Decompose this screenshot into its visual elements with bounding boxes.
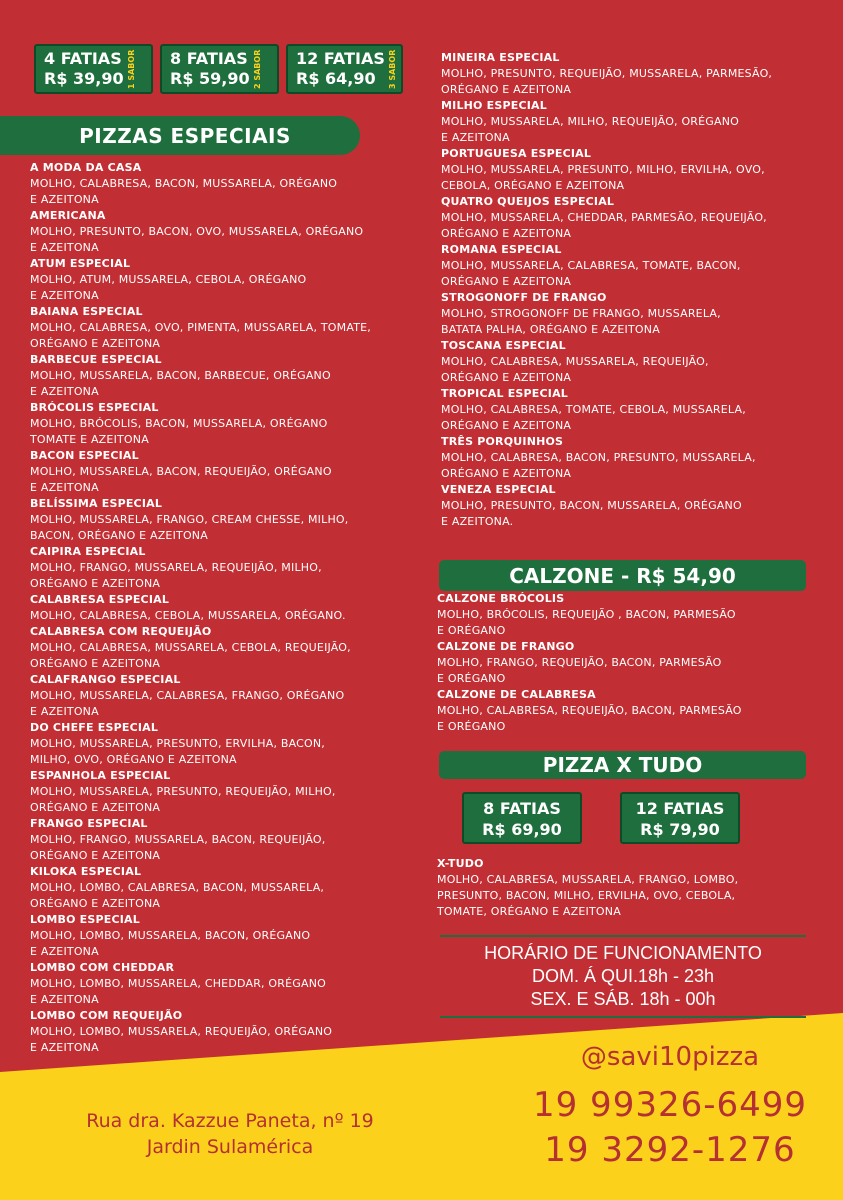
item-name: STROGONOFF DE FRANGO xyxy=(441,291,607,304)
item-desc: ORÉGANO E AZEITONA xyxy=(30,657,161,670)
hours-top-divider xyxy=(440,935,806,937)
menu-item xyxy=(30,816,430,864)
hours-bottom-divider xyxy=(440,1016,806,1018)
item-desc: TOMATE, ORÉGANO E AZEITONA xyxy=(437,905,621,918)
item-name: CALABRESA COM REQUEIJÃO xyxy=(30,625,212,638)
address xyxy=(40,1108,420,1160)
item-desc: BATATA PALHA, ORÉGANO E AZEITONA xyxy=(441,323,660,336)
menu-item xyxy=(441,242,831,290)
item-desc: ORÉGANO E AZEITONA xyxy=(441,467,572,480)
menu-item xyxy=(437,591,827,639)
menu-item xyxy=(30,592,430,624)
item-desc: MOLHO, CALABRESA, MUSSARELA, FRANGO, LOMBO, xyxy=(437,873,739,886)
item-desc: E AZEITONA xyxy=(30,993,99,1006)
menu-item xyxy=(30,624,430,672)
item-desc: ORÉGANO E AZEITONA xyxy=(30,577,161,590)
menu-item xyxy=(30,912,430,960)
item-desc: ORÉGANO E AZEITONA xyxy=(30,801,161,814)
menu-item xyxy=(30,496,430,544)
x-tudo-price-8-fatias xyxy=(462,792,582,844)
calzone-list xyxy=(437,591,827,735)
item-name: DO CHEFE ESPECIAL xyxy=(30,721,159,734)
item-desc: MILHO, OVO, ORÉGANO E AZEITONA xyxy=(30,753,237,766)
item-name: CALAFRANGO ESPECIAL xyxy=(30,673,181,686)
hours-line: SEX. E SÁB. 18h - 00h xyxy=(530,989,716,1009)
item-name: MINEIRA ESPECIAL xyxy=(441,51,560,64)
menu-item xyxy=(30,960,430,1008)
item-name: VENEZA ESPECIAL xyxy=(441,483,556,496)
hours-line: DOM. Á QUI.18h - 23h xyxy=(531,966,715,986)
item-desc: MOLHO, MUSSARELA, PRESUNTO, ERVILHA, BACON, xyxy=(30,737,326,750)
item-desc: PRESUNTO, BACON, MILHO, ERVILHA, OVO, CEBOLA, xyxy=(437,889,736,902)
item-name: BAIANA ESPECIAL xyxy=(30,305,143,318)
menu-item xyxy=(441,386,831,434)
item-desc: MOLHO, MUSSARELA, MILHO, REQUEIJÃO, ORÉGANO xyxy=(441,115,740,128)
item-desc: ORÉGANO E AZEITONA xyxy=(441,275,572,288)
price-badge-12-fatias xyxy=(286,44,403,94)
item-desc: MOLHO, CALABRESA, MUSSARELA, CEBOLA, REQUEIJÃO, xyxy=(30,641,351,654)
item-desc: MOLHO, MUSSARELA, PRESUNTO, REQUEIJÃO, MILHO, xyxy=(30,785,336,798)
item-desc: MOLHO, MUSSARELA, PRESUNTO, MILHO, ERVILHA, OVO, xyxy=(441,163,765,176)
item-desc: MOLHO, STROGONOFF DE FRANGO, MUSSARELA, xyxy=(441,307,721,320)
badge-price: R$ 59,90 xyxy=(170,69,250,88)
instagram-handle: @savi10pizza xyxy=(580,1042,760,1072)
item-desc: MOLHO, PRESUNTO, BACON, MUSSARELA, ORÉGANO xyxy=(441,499,742,512)
item-name: BELÍSSIMA ESPECIAL xyxy=(30,497,163,510)
item-name: ATUM ESPECIAL xyxy=(30,257,131,270)
address-street: Rua dra. Kazzue Paneta, nº 19 xyxy=(86,1110,374,1132)
item-desc: E AZEITONA xyxy=(30,289,99,302)
address-neighborhood: Jardin Sulamérica xyxy=(146,1136,314,1158)
item-name: LOMBO COM REQUEIJÃO xyxy=(30,1009,183,1022)
price-value: R$ 79,90 xyxy=(640,820,720,839)
section-title: PIZZAS ESPECIAIS xyxy=(79,123,291,148)
item-desc: E AZEITONA xyxy=(30,945,99,958)
badge-price: R$ 39,90 xyxy=(44,69,124,88)
item-name: CALZONE BRÓCOLIS xyxy=(437,592,565,605)
menu-item xyxy=(441,482,831,530)
item-desc: MOLHO, CALABRESA, CEBOLA, MUSSARELA, ORÉGANO. xyxy=(30,609,346,622)
item-desc: E ORÉGANO xyxy=(437,672,506,685)
item-desc: CEBOLA, ORÉGANO E AZEITONA xyxy=(441,179,625,192)
menu-item xyxy=(441,146,831,194)
menu-item xyxy=(30,352,430,400)
item-desc: MOLHO, FRANGO, MUSSARELA, REQUEIJÃO, MILHO, xyxy=(30,561,322,574)
menu-item xyxy=(30,672,430,720)
item-desc: TOMATE E AZEITONA xyxy=(30,433,149,446)
menu-item xyxy=(30,400,430,448)
menu-item xyxy=(30,160,430,208)
menu-item xyxy=(30,448,430,496)
item-desc: MOLHO, BRÓCOLIS, REQUEIJÃO , BACON, PARMESÃO xyxy=(437,608,736,621)
section-title: CALZONE - R$ 54,90 xyxy=(509,563,736,588)
item-desc: MOLHO, BRÓCOLIS, BACON, MUSSARELA, ORÉGANO xyxy=(30,417,328,430)
item-name: KILOKA ESPECIAL xyxy=(30,865,142,878)
item-desc: MOLHO, PRESUNTO, BACON, OVO, MUSSARELA, ORÉGANO xyxy=(30,225,364,238)
item-name: CALZONE DE FRANGO xyxy=(437,640,575,653)
price-badge-8-fatias xyxy=(160,44,279,94)
menu-item xyxy=(437,639,827,687)
item-desc: MOLHO, CALABRESA, TOMATE, CEBOLA, MUSSARELA, xyxy=(441,403,746,416)
item-name: LOMBO ESPECIAL xyxy=(30,913,140,926)
item-desc: ORÉGANO E AZEITONA xyxy=(441,419,572,432)
menu-item xyxy=(441,434,831,482)
item-desc: MOLHO, MUSSARELA, CALABRESA, FRANGO, ORÉGANO xyxy=(30,689,345,702)
item-desc: MOLHO, FRANGO, REQUEIJÃO, BACON, PARMESÃO xyxy=(437,656,722,669)
item-name: BACON ESPECIAL xyxy=(30,449,139,462)
item-desc: BACON, ORÉGANO E AZEITONA xyxy=(30,529,208,542)
menu-item xyxy=(30,720,430,768)
x-tudo-price-12-fatias xyxy=(620,792,740,844)
item-desc: MOLHO, CALABRESA, BACON, PRESUNTO, MUSSARELA, xyxy=(441,451,756,464)
item-desc: MOLHO, MUSSARELA, CALABRESA, TOMATE, BACON, xyxy=(441,259,741,272)
menu-item xyxy=(30,544,430,592)
item-desc: E AZEITONA. xyxy=(441,515,514,528)
item-desc: E AZEITONA xyxy=(30,385,99,398)
menu-item xyxy=(441,290,831,338)
badge-price: R$ 64,90 xyxy=(296,69,376,88)
price-badges xyxy=(34,44,403,94)
item-desc: MOLHO, MUSSARELA, FRANGO, CREAM CHESSE, MILHO, xyxy=(30,513,349,526)
item-desc: E AZEITONA xyxy=(30,1041,99,1054)
item-desc: MOLHO, MUSSARELA, CHEDDAR, PARMESÃO, REQUEIJÃO, xyxy=(441,211,767,224)
item-desc: MOLHO, ATUM, MUSSARELA, CEBOLA, ORÉGANO xyxy=(30,273,307,286)
item-desc: MOLHO, LOMBO, MUSSARELA, BACON, ORÉGANO xyxy=(30,929,311,942)
item-desc: ORÉGANO E AZEITONA xyxy=(30,337,161,350)
item-desc: MOLHO, PRESUNTO, REQUEIJÃO, MUSSARELA, PARMESÃO, xyxy=(441,67,773,80)
badge-size: 8 FATIAS xyxy=(170,49,248,68)
item-desc: MOLHO, LOMBO, MUSSARELA, REQUEIJÃO, ORÉGANO xyxy=(30,1025,333,1038)
item-name: CAIPIRA ESPECIAL xyxy=(30,545,146,558)
price-size: 8 FATIAS xyxy=(483,799,561,818)
item-desc: ORÉGANO E AZEITONA xyxy=(441,371,572,384)
item-desc: MOLHO, CALABRESA, REQUEIJÃO, BACON, PARMESÃO xyxy=(437,704,742,717)
item-name: CALABRESA ESPECIAL xyxy=(30,593,170,606)
item-desc: MOLHO, MUSSARELA, BACON, REQUEIJÃO, ORÉGANO xyxy=(30,465,332,478)
item-name: FRANGO ESPECIAL xyxy=(30,817,148,830)
section-header-pizza-x-tudo xyxy=(439,751,806,779)
badge-size: 4 FATIAS xyxy=(44,49,122,68)
badge-flavor-count: 2 SABOR xyxy=(252,49,262,89)
badge-flavor-count: 3 SABOR xyxy=(387,49,397,89)
price-value: R$ 69,90 xyxy=(482,820,562,839)
item-desc: MOLHO, LOMBO, CALABRESA, BACON, MUSSARELA, xyxy=(30,881,325,894)
section-header-pizzas-especiais xyxy=(0,116,360,155)
menu-item xyxy=(30,208,430,256)
item-name: AMERICANA xyxy=(30,209,106,222)
item-desc: MOLHO, CALABRESA, OVO, PIMENTA, MUSSARELA, TOMATE, xyxy=(30,321,371,334)
menu-item xyxy=(441,338,831,386)
item-desc: MOLHO, LOMBO, MUSSARELA, CHEDDAR, ORÉGANO xyxy=(30,977,327,990)
item-name: BARBECUE ESPECIAL xyxy=(30,353,162,366)
item-desc: MOLHO, MUSSARELA, BACON, BARBECUE, ORÉGANO xyxy=(30,369,331,382)
item-name: BRÓCOLIS ESPECIAL xyxy=(30,401,159,414)
item-desc: ORÉGANO E AZEITONA xyxy=(441,83,572,96)
section-header-calzone xyxy=(439,560,806,591)
item-desc: MOLHO, CALABRESA, MUSSARELA, REQUEIJÃO, xyxy=(441,355,709,368)
item-name: PORTUGUESA ESPECIAL xyxy=(441,147,592,160)
menu-item xyxy=(30,256,430,304)
menu-item xyxy=(30,864,430,912)
menu-item xyxy=(30,1008,430,1056)
item-desc: E AZEITONA xyxy=(30,481,99,494)
menu-list-left xyxy=(30,160,430,1056)
badge-size: 12 FATIAS xyxy=(296,49,385,68)
badge-flavor-count: 1 SABOR xyxy=(126,49,136,89)
opening-hours xyxy=(440,942,806,1011)
phone-number: 19 3292-1276 xyxy=(544,1130,796,1170)
item-name: A MODA DA CASA xyxy=(30,161,142,174)
item-desc: E AZEITONA xyxy=(30,241,99,254)
x-tudo-item xyxy=(437,856,827,920)
menu-item xyxy=(437,687,827,735)
section-title: PIZZA X TUDO xyxy=(542,753,703,777)
item-desc: E AZEITONA xyxy=(30,705,99,718)
item-name: QUATRO QUEIJOS ESPECIAL xyxy=(441,195,615,208)
price-badge-4-fatias xyxy=(34,44,153,94)
menu-item xyxy=(441,98,831,146)
menu-item xyxy=(441,50,831,98)
item-desc: ORÉGANO E AZEITONA xyxy=(30,897,161,910)
item-desc: ORÉGANO E AZEITONA xyxy=(441,227,572,240)
phone-number: 19 99326-6499 xyxy=(532,1085,808,1125)
menu-list-right xyxy=(441,50,831,530)
item-name: MILHO ESPECIAL xyxy=(441,99,547,112)
item-name: TOSCANA ESPECIAL xyxy=(441,339,566,352)
item-name: TRÊS PORQUINHOS xyxy=(441,435,564,448)
item-desc: E AZEITONA xyxy=(441,131,510,144)
item-desc: MOLHO, FRANGO, MUSSARELA, BACON, REQUEIJÃO, xyxy=(30,833,326,846)
item-desc: ORÉGANO E AZEITONA xyxy=(30,849,161,862)
item-name: ROMANA ESPECIAL xyxy=(441,243,562,256)
item-desc: E ORÉGANO xyxy=(437,624,506,637)
price-size: 12 FATIAS xyxy=(635,799,725,818)
menu-item xyxy=(30,768,430,816)
menu-item xyxy=(441,194,831,242)
item-desc: MOLHO, CALABRESA, BACON, MUSSARELA, ORÉGANO xyxy=(30,177,338,190)
menu-item xyxy=(30,304,430,352)
item-name: X-TUDO xyxy=(437,857,484,870)
item-name: CALZONE DE CALABRESA xyxy=(437,688,596,701)
item-desc: E ORÉGANO xyxy=(437,720,506,733)
item-name: LOMBO COM CHEDDAR xyxy=(30,961,175,974)
hours-title: HORÁRIO DE FUNCIONAMENTO xyxy=(484,943,762,963)
item-name: ESPANHOLA ESPECIAL xyxy=(30,769,171,782)
item-desc: E AZEITONA xyxy=(30,193,99,206)
item-name: TROPICAL ESPECIAL xyxy=(441,387,569,400)
